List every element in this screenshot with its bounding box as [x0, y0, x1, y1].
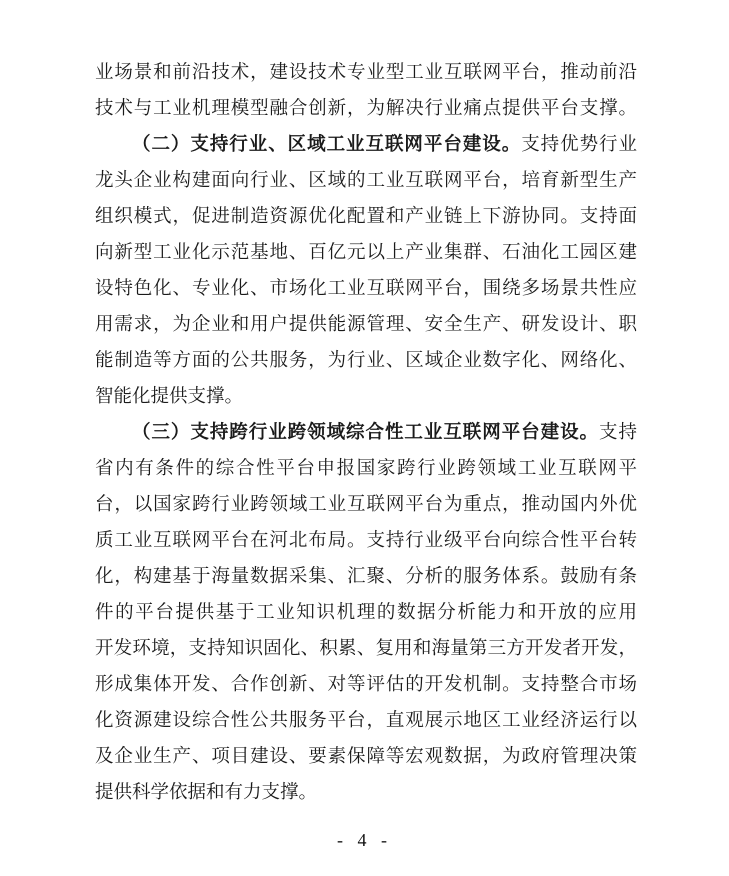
text-line	[95, 703, 637, 739]
line-text: 支持	[599, 423, 637, 443]
text-line	[95, 91, 637, 127]
text-line-section-heading	[95, 415, 637, 451]
text-line	[95, 199, 637, 235]
line-text: 化资源建设综合性公共服务平台，直观展示地区工业经济运行以	[95, 711, 637, 731]
text-line	[95, 523, 637, 559]
text-line	[95, 559, 637, 595]
line-text: 业场景和前沿技术，建设技术专业型工业互联网平台，推动前沿	[95, 63, 637, 83]
document-text-block	[95, 55, 637, 811]
line-text: 向新型工业化示范基地、百亿元以上产业集群、石油化工园区建	[95, 243, 637, 263]
line-text: 龙头企业构建面向行业、区域的工业互联网平台，培育新型生产	[95, 171, 637, 191]
line-text: 组织模式，促进制造资源优化配置和产业链上下游协同。支持面	[95, 207, 637, 227]
text-line	[95, 487, 637, 523]
line-text: 件的平台提供基于工业知识机理的数据分析能力和开放的应用	[95, 603, 637, 623]
line-text: 形成集体开发、合作创新、对等评估的开发机制。支持整合市场	[95, 675, 637, 695]
line-text: 能制造等方面的公共服务，为行业、区域企业数字化、网络化、	[95, 351, 637, 371]
line-text: 及企业生产、项目建设、要素保障等宏观数据，为政府管理决策	[95, 747, 637, 767]
text-line	[95, 631, 637, 667]
text-line	[95, 667, 637, 703]
line-text: 提供科学依据和有力支撑。	[95, 783, 318, 803]
section-heading-bold-text: （二）支持行业、区域工业互联网平台建设。	[132, 135, 522, 155]
text-line	[95, 595, 637, 631]
text-line	[95, 55, 637, 91]
text-line-paragraph-end	[95, 775, 637, 811]
section-heading-bold-text: （三）支持跨行业跨领域综合性工业互联网平台建设。	[132, 423, 600, 443]
text-line	[95, 271, 637, 307]
text-line	[95, 343, 637, 379]
line-text: 智能化提供支撑。	[95, 387, 244, 407]
line-text: 技术与工业机理模型融合创新，为解决行业痛点提供平台支撑。	[95, 99, 637, 119]
text-line-paragraph-end	[95, 379, 637, 415]
line-text: 台，以国家跨行业跨领域工业互联网平台为重点，推动国内外优	[95, 495, 637, 515]
line-text: 化，构建基于海量数据采集、汇聚、分析的服务体系。鼓励有条	[95, 567, 637, 587]
text-line-section-heading	[95, 127, 637, 163]
page-number: - 4 -	[337, 830, 392, 850]
text-line	[95, 307, 637, 343]
text-line	[95, 163, 637, 199]
line-text: 省内有条件的综合性平台申报国家跨行业跨领域工业互联网平	[95, 459, 637, 479]
line-text: 用需求，为企业和用户提供能源管理、安全生产、研发设计、职	[95, 315, 637, 335]
text-line	[95, 451, 637, 487]
text-line	[95, 739, 637, 775]
line-text: 开发环境，支持知识固化、积累、复用和海量第三方开发者开发，	[95, 639, 637, 659]
line-text: 支持优势行业	[521, 135, 637, 155]
text-line	[95, 235, 637, 271]
line-text: 设特色化、专业化、市场化工业互联网平台，围绕多场景共性应	[95, 279, 637, 299]
line-text: 质工业互联网平台在河北布局。支持行业级平台向综合性平台转	[95, 531, 637, 551]
